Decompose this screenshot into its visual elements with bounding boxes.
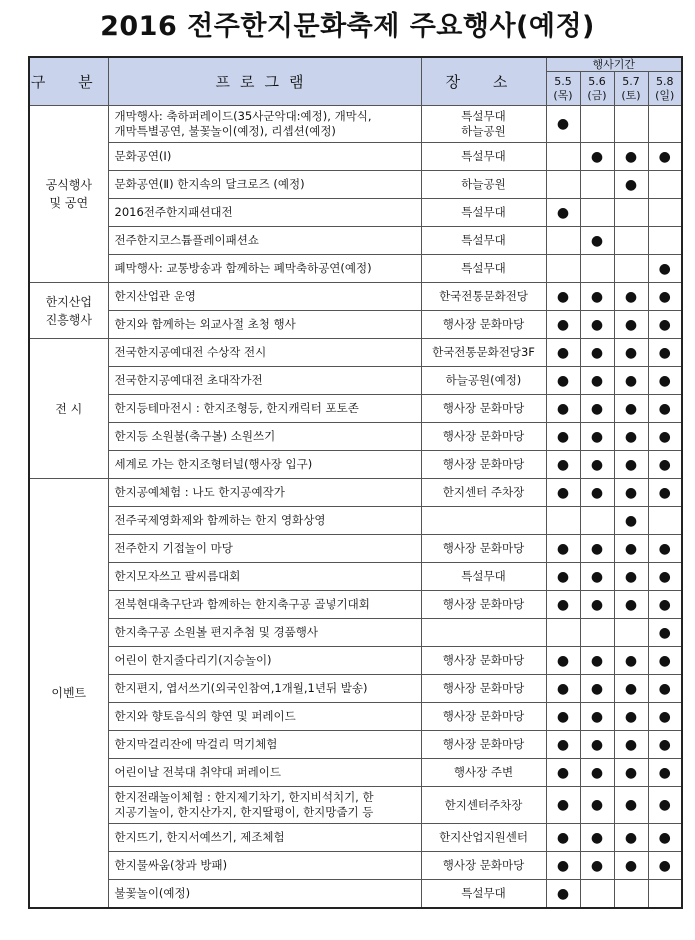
header-day-dow: (금): [587, 88, 607, 102]
schedule-mark: ●: [648, 731, 682, 759]
table-row: [29, 507, 682, 535]
schedule-mark: ●: [648, 703, 682, 731]
place-cell: 한국전통문화전당: [421, 283, 546, 311]
program-cell: 한지물싸움(창과 방패): [108, 852, 421, 880]
schedule-mark: ●: [648, 423, 682, 451]
table-row: [29, 255, 682, 283]
schedule-mark: ●: [648, 824, 682, 852]
program-cell: 한지산업관 운영: [108, 283, 421, 311]
category-cell: 공식행사 및 공연: [29, 106, 108, 283]
table-row: [29, 311, 682, 339]
place-cell: 행사장 주변: [421, 759, 546, 787]
place-cell: 특설무대: [421, 255, 546, 283]
schedule-empty: [648, 106, 682, 143]
place-cell: [421, 507, 546, 535]
schedule-mark: ●: [614, 283, 648, 311]
table-row: [29, 479, 682, 507]
schedule-mark: ●: [546, 824, 580, 852]
schedule-empty: [580, 880, 614, 909]
program-cell: 세계로 가는 한지조형터널(행사장 입구): [108, 451, 421, 479]
table-row: [29, 171, 682, 199]
table-row: [29, 787, 682, 824]
program-cell: 한지공예체험 : 나도 한지공예작가: [108, 479, 421, 507]
place-cell: 한국전통문화전당3F: [421, 339, 546, 367]
schedule-mark: ●: [614, 507, 648, 535]
schedule-empty: [546, 143, 580, 171]
table-row: [29, 880, 682, 909]
place-cell: 하늘공원: [421, 171, 546, 199]
schedule-mark: ●: [614, 824, 648, 852]
header-day: [546, 72, 580, 106]
category-cell: 이벤트: [29, 479, 108, 909]
program-cell: 개막행사: 축하퍼레이드(35사군악대:예정), 개막식, 개막특별공연, 불꽃놀이(예정), 리셉션(예정): [108, 106, 421, 143]
program-cell: 한지축구공 소원볼 편지추첨 및 경품행사: [108, 619, 421, 647]
schedule-mark: ●: [580, 563, 614, 591]
schedule-empty: [546, 619, 580, 647]
program-cell: 한지등테마전시 : 한지조형등, 한지캐릭터 포토존: [108, 395, 421, 423]
header-category: 구 분: [29, 57, 108, 106]
table-row: [29, 647, 682, 675]
header-period: 행사기간: [546, 57, 682, 72]
schedule-empty: [580, 199, 614, 227]
place-cell: 특설무대 하늘공원: [421, 106, 546, 143]
schedule-mark: ●: [580, 647, 614, 675]
schedule-mark: ●: [614, 703, 648, 731]
schedule-empty: [580, 619, 614, 647]
table-row: [29, 535, 682, 563]
schedule-mark: ●: [546, 535, 580, 563]
place-cell: 행사장 문화마당: [421, 423, 546, 451]
program-cell: 폐막행사: 교통방송과 함께하는 폐막축하공연(예정): [108, 255, 421, 283]
program-cell: 전주국제영화제와 함께하는 한지 영화상영: [108, 507, 421, 535]
header-day-dow: (목): [553, 88, 573, 102]
schedule-mark: ●: [648, 647, 682, 675]
schedule-mark: ●: [614, 451, 648, 479]
table-row: [29, 703, 682, 731]
schedule-mark: ●: [648, 787, 682, 824]
table-row: [29, 423, 682, 451]
schedule-mark: ●: [580, 787, 614, 824]
schedule-mark: ●: [648, 283, 682, 311]
program-cell: 한지막걸리잔에 막걸리 먹기체험: [108, 731, 421, 759]
place-cell: 특설무대: [421, 227, 546, 255]
schedule-mark: ●: [546, 283, 580, 311]
schedule-mark: ●: [546, 675, 580, 703]
table-row: [29, 591, 682, 619]
place-cell: 하늘공원(예정): [421, 367, 546, 395]
schedule-empty: [580, 171, 614, 199]
schedule-empty: [546, 507, 580, 535]
schedule-mark: ●: [546, 563, 580, 591]
schedule-mark: ●: [580, 423, 614, 451]
schedule-mark: ●: [580, 451, 614, 479]
place-cell: 행사장 문화마당: [421, 395, 546, 423]
schedule-mark: ●: [614, 143, 648, 171]
place-cell: 한지센터 주차장: [421, 479, 546, 507]
category-cell: 한지산업 진흥행사: [29, 283, 108, 339]
schedule-empty: [614, 106, 648, 143]
schedule-mark: ●: [546, 647, 580, 675]
schedule-mark: ●: [546, 479, 580, 507]
header-day-date: 5.5: [554, 74, 572, 88]
place-cell: 행사장 문화마당: [421, 591, 546, 619]
place-cell: 행사장 문화마당: [421, 852, 546, 880]
schedule-empty: [614, 227, 648, 255]
header-day: [580, 72, 614, 106]
schedule-mark: ●: [614, 535, 648, 563]
schedule-mark: ●: [580, 591, 614, 619]
schedule-mark: ●: [614, 787, 648, 824]
program-cell: 전주한지코스튬플레이패션쇼: [108, 227, 421, 255]
schedule-mark: ●: [546, 395, 580, 423]
schedule-mark: ●: [546, 591, 580, 619]
schedule-mark: ●: [614, 563, 648, 591]
program-cell: 한지뜨기, 한지서예쓰기, 제조체험: [108, 824, 421, 852]
program-cell: 한지등 소원불(축구볼) 소원쓰기: [108, 423, 421, 451]
program-cell: 2016전주한지패션대전: [108, 199, 421, 227]
schedule-mark: ●: [648, 563, 682, 591]
program-cell: 한지모자쓰고 팔씨름대회: [108, 563, 421, 591]
schedule-mark: ●: [648, 367, 682, 395]
schedule-empty: [614, 199, 648, 227]
schedule-empty: [648, 199, 682, 227]
schedule-empty: [648, 227, 682, 255]
schedule-mark: ●: [648, 395, 682, 423]
header-place: 장 소: [421, 57, 546, 106]
schedule-mark: ●: [580, 535, 614, 563]
schedule-mark: ●: [546, 703, 580, 731]
place-cell: 한지산업지원센터: [421, 824, 546, 852]
schedule-mark: ●: [546, 106, 580, 143]
place-cell: 행사장 문화마당: [421, 675, 546, 703]
schedule-empty: [580, 106, 614, 143]
schedule-mark: ●: [614, 647, 648, 675]
header-day-dow: (토): [621, 88, 641, 102]
schedule-empty: [614, 255, 648, 283]
program-cell: 전주한지 기접놀이 마당: [108, 535, 421, 563]
schedule-empty: [648, 507, 682, 535]
schedule-mark: ●: [580, 143, 614, 171]
table-row: [29, 675, 682, 703]
place-cell: 행사장 문화마당: [421, 731, 546, 759]
program-cell: 한지와 함께하는 외교사절 초청 행사: [108, 311, 421, 339]
schedule-mark: ●: [580, 367, 614, 395]
page-title: 2016 전주한지문화축제 주요행사(예정): [100, 11, 595, 42]
schedule-mark: ●: [546, 339, 580, 367]
schedule-mark: ●: [546, 759, 580, 787]
schedule-empty: [580, 507, 614, 535]
table-row: [29, 395, 682, 423]
program-cell: 어린이 한지줄다리기(지승놀이): [108, 647, 421, 675]
place-cell: 특설무대: [421, 199, 546, 227]
table-row: [29, 731, 682, 759]
schedule-mark: ●: [580, 759, 614, 787]
schedule-mark: ●: [580, 479, 614, 507]
program-cell: 전북현대축구단과 함께하는 한지축구공 골넣기대회: [108, 591, 421, 619]
schedule-mark: ●: [648, 451, 682, 479]
place-cell: [421, 619, 546, 647]
schedule-mark: ●: [648, 311, 682, 339]
place-cell: 행사장 문화마당: [421, 311, 546, 339]
schedule-mark: ●: [614, 367, 648, 395]
schedule-mark: ●: [580, 731, 614, 759]
schedule-mark: ●: [580, 339, 614, 367]
place-cell: 행사장 문화마당: [421, 535, 546, 563]
table-row: [29, 563, 682, 591]
table-row: [29, 339, 682, 367]
schedule-mark: ●: [580, 227, 614, 255]
table-row: [29, 227, 682, 255]
schedule-mark: ●: [546, 311, 580, 339]
schedule-empty: [546, 227, 580, 255]
schedule-table: [28, 56, 683, 909]
place-cell: 특설무대: [421, 880, 546, 909]
schedule-empty: [614, 880, 648, 909]
header-day-date: 5.6: [588, 74, 606, 88]
schedule-mark: ●: [580, 283, 614, 311]
schedule-mark: ●: [614, 395, 648, 423]
schedule-mark: ●: [614, 675, 648, 703]
table-row: [29, 852, 682, 880]
place-cell: 행사장 문화마당: [421, 451, 546, 479]
schedule-empty: [580, 255, 614, 283]
table-row: [29, 106, 682, 143]
schedule-mark: ●: [614, 591, 648, 619]
table-row: [29, 143, 682, 171]
table-row: [29, 451, 682, 479]
schedule-mark: ●: [614, 759, 648, 787]
schedule-mark: ●: [580, 675, 614, 703]
schedule-mark: ●: [614, 731, 648, 759]
program-cell: 문화공연(Ⅱ) 한지속의 달크로즈 (예정): [108, 171, 421, 199]
place-cell: 한지센터주차장: [421, 787, 546, 824]
schedule-mark: ●: [580, 311, 614, 339]
header-program: 프로그램: [108, 57, 421, 106]
place-cell: 행사장 문화마당: [421, 703, 546, 731]
schedule-mark: ●: [546, 880, 580, 909]
schedule-mark: ●: [580, 703, 614, 731]
program-cell: 불꽃놀이(예정): [108, 880, 421, 909]
schedule-mark: ●: [580, 824, 614, 852]
schedule-mark: ●: [648, 535, 682, 563]
schedule-mark: ●: [546, 199, 580, 227]
program-cell: 한지편지, 엽서쓰기(외국인참여,1개월,1년뒤 발송): [108, 675, 421, 703]
schedule-mark: ●: [614, 339, 648, 367]
schedule-mark: ●: [546, 731, 580, 759]
schedule-mark: ●: [648, 143, 682, 171]
schedule-mark: ●: [648, 759, 682, 787]
header-day: [648, 72, 682, 106]
table-row: [29, 824, 682, 852]
program-cell: 전국한지공예대전 초대작가전: [108, 367, 421, 395]
program-cell: 어린이날 전북대 취약대 퍼레이드: [108, 759, 421, 787]
schedule-empty: [648, 171, 682, 199]
schedule-mark: ●: [546, 451, 580, 479]
schedule-mark: ●: [614, 311, 648, 339]
schedule-mark: ●: [614, 852, 648, 880]
schedule-mark: ●: [648, 852, 682, 880]
schedule-mark: ●: [648, 619, 682, 647]
schedule-empty: [546, 255, 580, 283]
header-day: [614, 72, 648, 106]
table-row: [29, 283, 682, 311]
schedule-mark: ●: [546, 852, 580, 880]
table-row: [29, 619, 682, 647]
schedule-mark: ●: [546, 423, 580, 451]
place-cell: 특설무대: [421, 563, 546, 591]
schedule-empty: [648, 880, 682, 909]
schedule-mark: ●: [648, 591, 682, 619]
schedule-mark: ●: [580, 395, 614, 423]
header-day-date: 5.7: [622, 74, 640, 88]
schedule-mark: ●: [614, 171, 648, 199]
schedule-mark: ●: [614, 479, 648, 507]
schedule-mark: ●: [648, 479, 682, 507]
schedule-empty: [546, 171, 580, 199]
schedule-mark: ●: [648, 255, 682, 283]
header-day-date: 5.8: [656, 74, 674, 88]
schedule-mark: ●: [648, 675, 682, 703]
table-row: [29, 367, 682, 395]
schedule-mark: ●: [546, 367, 580, 395]
schedule-mark: ●: [614, 423, 648, 451]
header-day-dow: (일): [655, 88, 675, 102]
program-cell: 전국한지공예대전 수상작 전시: [108, 339, 421, 367]
schedule-mark: ●: [648, 339, 682, 367]
program-cell: 한지전래놀이체험 : 한지제기차기, 한지비석치기, 한 지공기놀이, 한지산가지, 한지딸평이, 한지망줍기 등: [108, 787, 421, 824]
table-row: [29, 199, 682, 227]
place-cell: 특설무대: [421, 143, 546, 171]
category-cell: 전 시: [29, 339, 108, 479]
schedule-mark: ●: [546, 787, 580, 824]
schedule-empty: [614, 619, 648, 647]
program-cell: 한지와 향토음식의 향연 및 퍼레이드: [108, 703, 421, 731]
program-cell: 문화공연(Ⅰ): [108, 143, 421, 171]
table-row: [29, 759, 682, 787]
place-cell: 행사장 문화마당: [421, 647, 546, 675]
schedule-mark: ●: [580, 852, 614, 880]
